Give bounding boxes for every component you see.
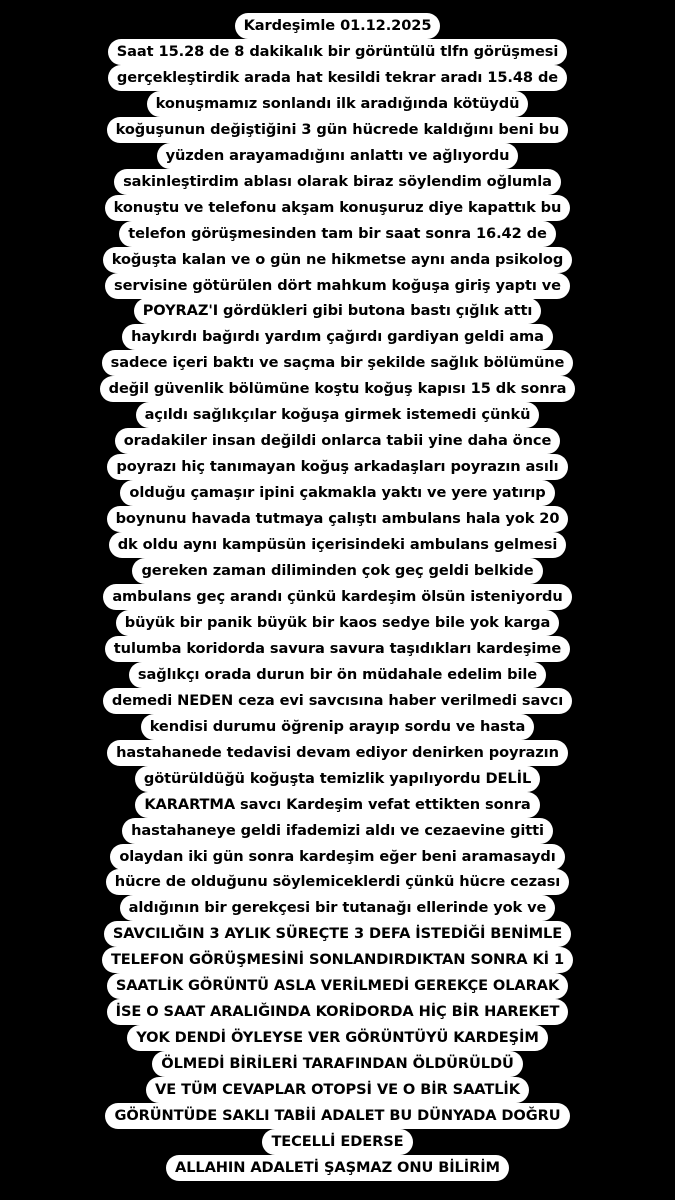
- statement-line: haykırdı bağırdı yardım çağırdı gardiyan geldi ama: [122, 324, 553, 350]
- statement-line: boynunu havada tutmaya çalıştı ambulans hala yok 20: [107, 506, 569, 532]
- statement-line: ambulans geç arandı çünkü kardeşim ölsün isteniyordu: [103, 584, 571, 610]
- statement-line: yüzden arayamadığını anlattı ve ağlıyordu: [157, 143, 519, 169]
- statement-line: kendisi durumu öğrenip arayıp sordu ve hasta: [141, 714, 535, 740]
- statement-line: TELEFON GÖRÜŞMESİNİ SONLANDIRDIKTAN SONRA Kİ 1: [102, 947, 573, 973]
- statement-line: sadece içeri baktı ve saçma bir şekilde sağlık bölümüne: [102, 350, 574, 376]
- statement-line: demedi NEDEN ceza evi savcısına haber verilmedi savcı: [103, 688, 572, 714]
- statement-line: İSE O SAAT ARALIĞINDA KORİDORDA HİÇ BİR HAREKET: [107, 999, 569, 1025]
- statement-line: TECELLİ EDERSE: [262, 1129, 412, 1155]
- statement-line: götürüldüğü koğuşta temizlik yapılıyordu DELİL: [135, 766, 540, 792]
- statement-line: sağlıkçı orada durun bir ön müdahale edelim bile: [129, 662, 546, 688]
- statement-line: tulumba koridorda savura savura taşıdıkları kardeşime: [105, 636, 570, 662]
- statement-line: Saat 15.28 de 8 dakikalık bir görüntülü tlfn görüşmesi: [108, 39, 567, 65]
- statement-line: açıldı sağlıkçılar koğuşa girmek istemedi çünkü: [136, 402, 540, 428]
- statement-line: konuşmamız sonlandı ilk aradığında kötüydü: [147, 91, 529, 117]
- statement-line: poyrazı hiç tanımayan koğuş arkadaşları poyrazın asılı: [107, 454, 567, 480]
- statement-line: SAVCILIĞIN 3 AYLIK SÜREÇTE 3 DEFA İSTEDİĞİ BENİMLE: [104, 921, 571, 947]
- statement-line: SAATLİK GÖRÜNTÜ ASLA VERİLMEDİ GEREKÇE OLARAK: [107, 973, 568, 999]
- statement-line: sakinleştirdim ablası olarak biraz söylendim oğlumla: [114, 169, 561, 195]
- statement-line: büyük bir panik büyük bir kaos sedye bile yok karga: [116, 610, 560, 636]
- statement-line: gereken zaman diliminden çok geç geldi belkide: [132, 558, 542, 584]
- statement-line: gerçekleştirdik arada hat kesildi tekrar aradı 15.48 de: [108, 65, 567, 91]
- statement-line: ÖLMEDİ BİRİLERİ TARAFINDAN ÖLDÜRÜLDÜ: [152, 1051, 522, 1077]
- statement-line: değil güvenlik bölümüne koştu koğuş kapısı 15 dk sonra: [100, 376, 576, 402]
- statement-line: oradakiler insan değildi onlarca tabii yine daha önce: [115, 428, 561, 454]
- statement-line: POYRAZ'I gördükleri gibi butona bastı çığlık attı: [134, 298, 542, 324]
- statement-line: aldığının bir gerekçesi bir tutanağı ellerinde yok ve: [120, 895, 556, 921]
- statement-line: olduğu çamaşır ipini çakmakla yaktı ve yere yatırıp: [120, 480, 554, 506]
- statement-line: koğuşunun değiştiğini 3 gün hücrede kaldığını beni bu: [107, 117, 569, 143]
- statement-line: telefon görüşmesinden tam bir saat sonra 16.42 de: [119, 221, 556, 247]
- statement-line: VE TÜM CEVAPLAR OTOPSİ VE O BİR SAATLİK: [146, 1077, 529, 1103]
- statement-line: dk oldu aynı kampüsün içerisindeki ambulans gelmesi: [109, 532, 567, 558]
- statement-line: servisine götürülen dört mahkum koğuşa giriş yaptı ve: [105, 273, 570, 299]
- statement-line: GÖRÜNTÜDE SAKLI TABİİ ADALET BU DÜNYADA DOĞRU: [105, 1103, 569, 1129]
- statement-line: koğuşta kalan ve o gün ne hikmetse aynı anda psikolog: [103, 247, 572, 273]
- statement-line: KARARTMA savcı Kardeşim vefat ettikten sonra: [135, 792, 539, 818]
- statement-line: olaydan iki gün sonra kardeşim eğer beni aramasaydı: [110, 844, 564, 870]
- statement-line: hastahaneye geldi ifademizi aldı ve cezaevine gitti: [122, 818, 553, 844]
- statement-line: hücre de olduğunu söylemiceklerdi çünkü hücre cezası: [106, 869, 569, 895]
- statement-line: Kardeşimle 01.12.2025: [235, 13, 441, 39]
- statement-line: konuştu ve telefonu akşam konuşuruz diye kapattık bu: [105, 195, 571, 221]
- statement-line: hastahanede tedavisi devam ediyor denirken poyrazın: [107, 740, 568, 766]
- statement-line: YOK DENDİ ÖYLEYSE VER GÖRÜNTÜYÜ KARDEŞİM: [127, 1025, 548, 1051]
- statement-line: ALLAHIN ADALETİ ŞAŞMAZ ONU BİLİRİM: [166, 1155, 509, 1181]
- statement-text-block: [0, 13, 675, 1181]
